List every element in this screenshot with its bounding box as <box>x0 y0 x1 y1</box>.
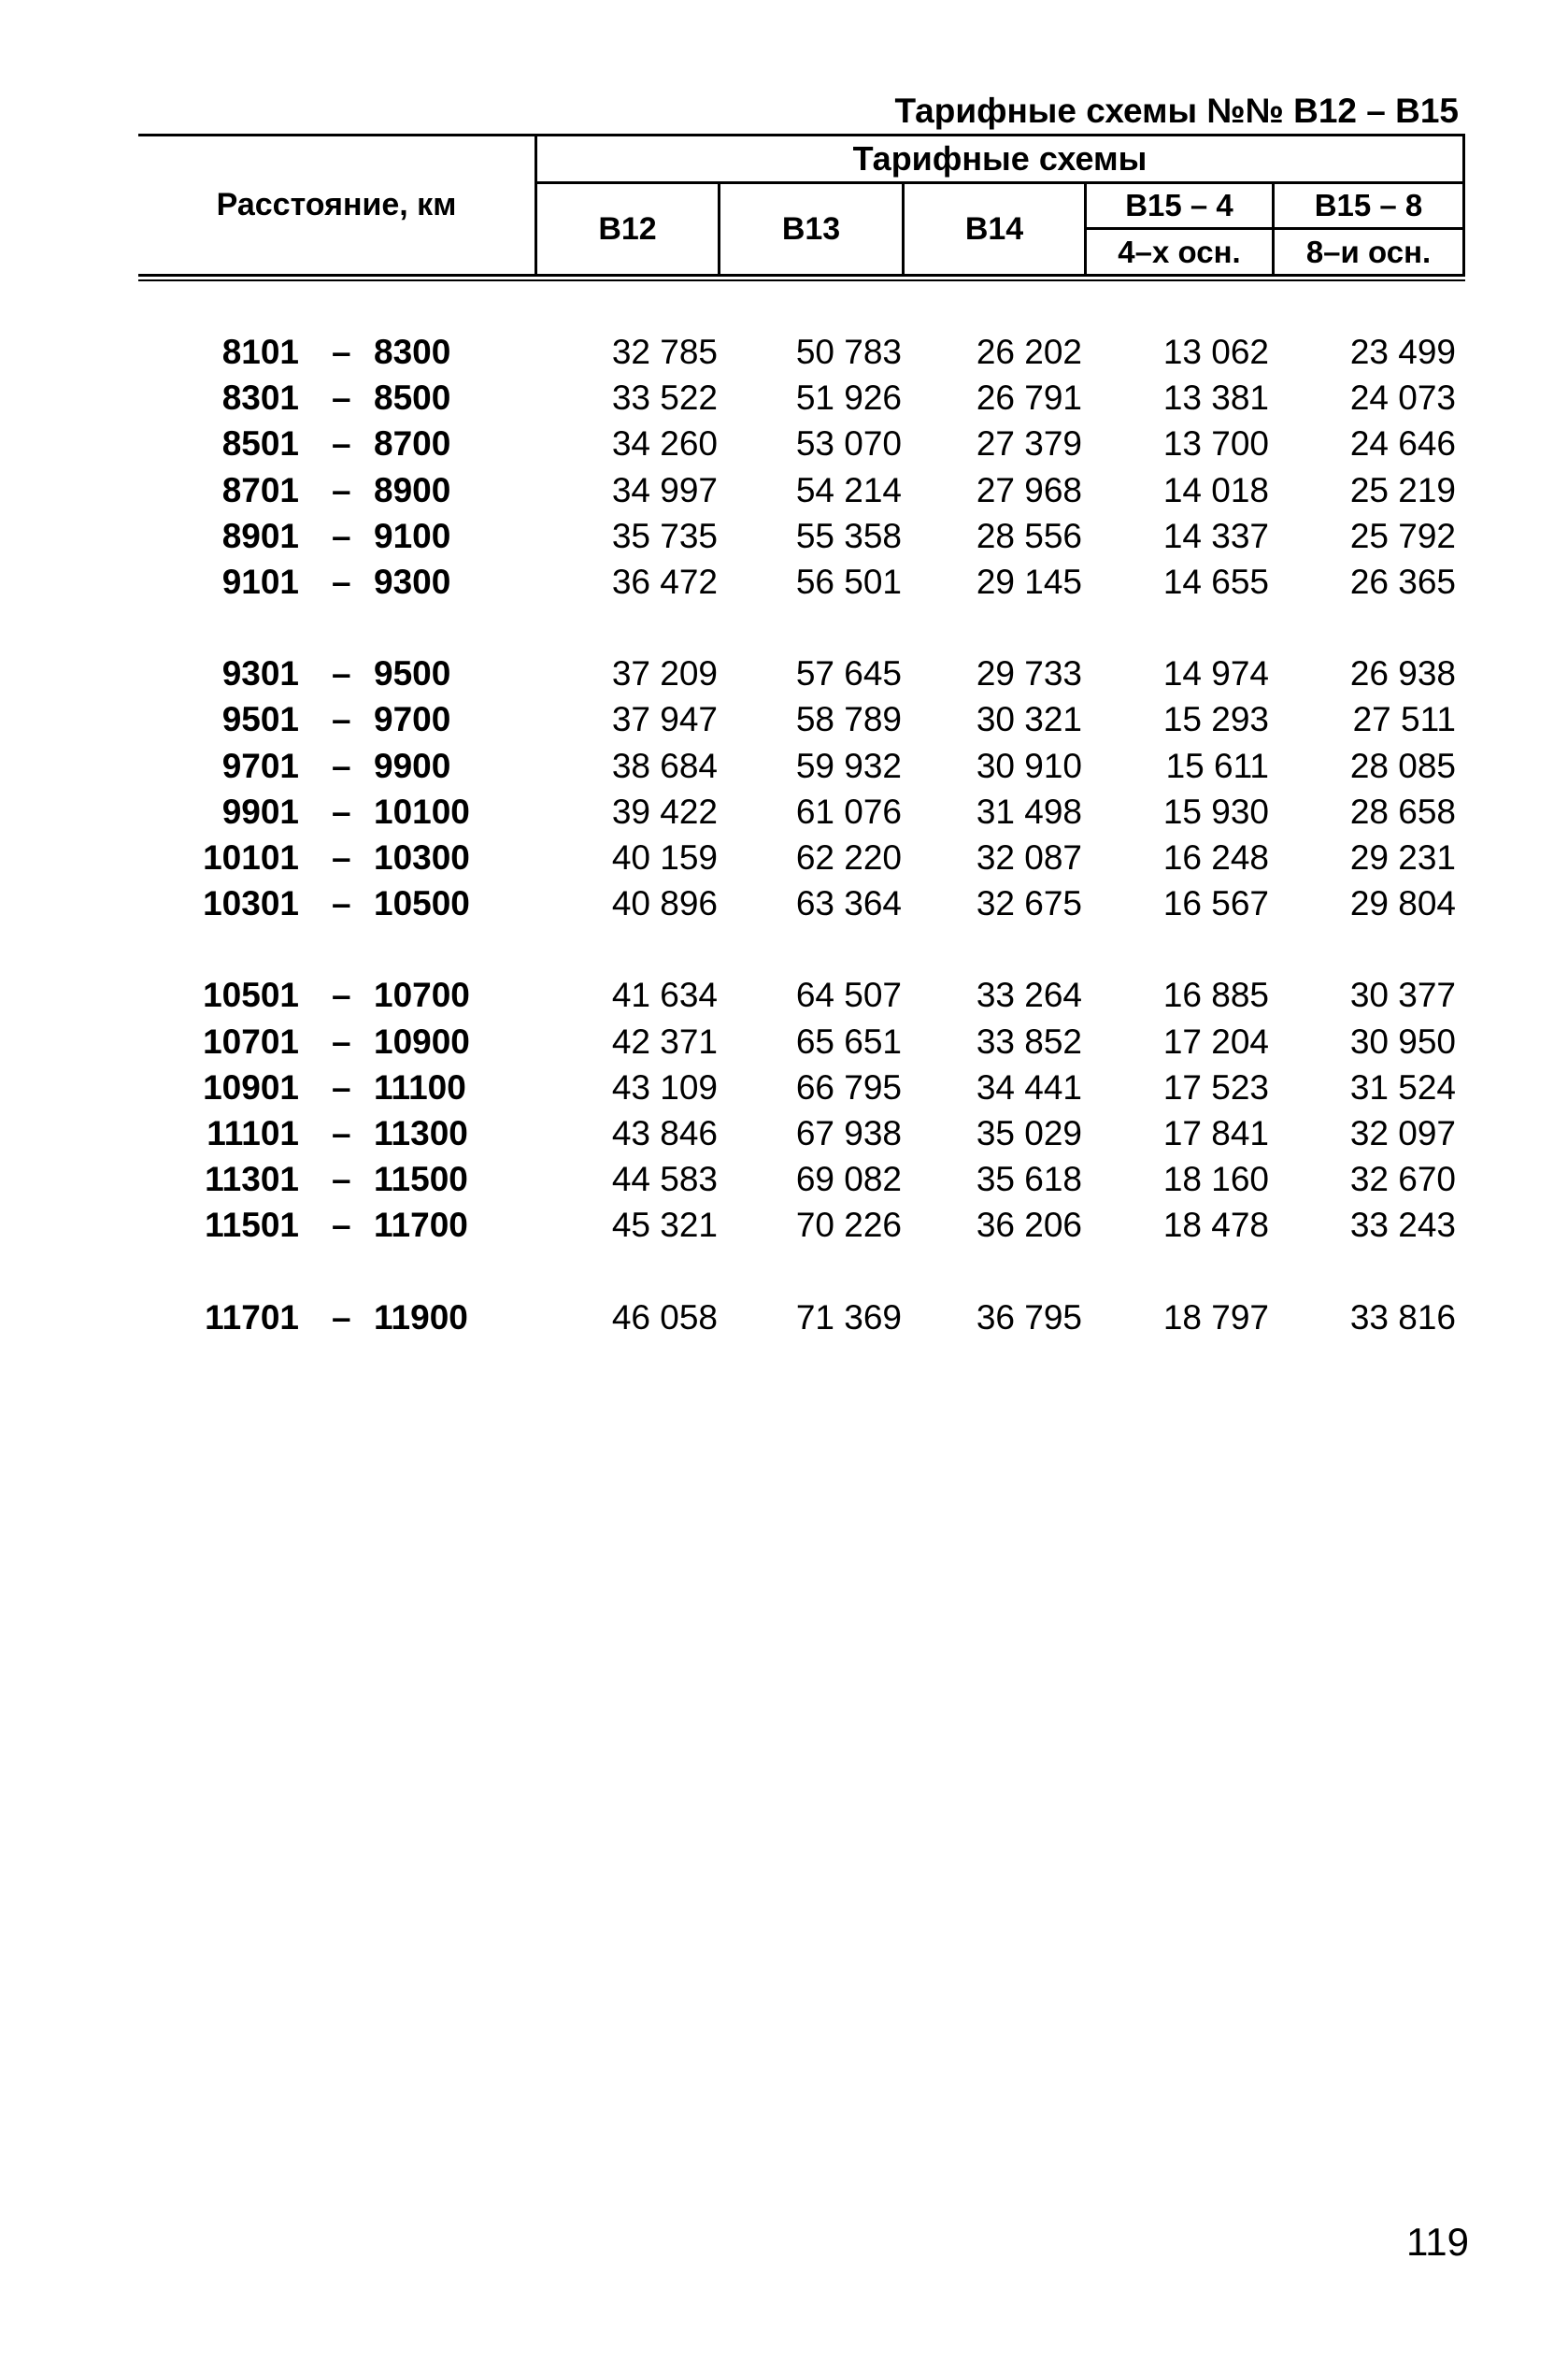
tariff-value: 24 646 <box>1349 424 1456 464</box>
tariff-value: 17 523 <box>1162 1067 1269 1107</box>
tariff-value: 31 498 <box>976 792 1082 831</box>
distance-from: 8901 <box>221 516 299 555</box>
tariff-value: 28 085 <box>1349 746 1456 785</box>
table-row <box>0 1019 1568 1065</box>
distance-to: 9700 <box>374 700 451 739</box>
range-dash: – <box>332 1114 351 1152</box>
distance-from: 10901 <box>203 1067 299 1107</box>
range-dash: – <box>332 1297 351 1337</box>
tariff-value: 15 611 <box>1165 746 1269 785</box>
tariff-value: 54 214 <box>795 470 902 509</box>
tariff-value: 70 226 <box>795 1206 902 1245</box>
table-row <box>0 880 1568 927</box>
tariff-value: 45 321 <box>611 1206 718 1245</box>
tariff-value: 55 358 <box>795 516 902 555</box>
distance-from: 9301 <box>221 654 299 694</box>
tariff-value: 44 583 <box>611 1160 718 1199</box>
range-dash: – <box>332 379 351 418</box>
tariff-value: 13 700 <box>1162 424 1269 464</box>
tariff-value: 53 070 <box>795 424 902 464</box>
tariff-value: 63 364 <box>795 884 902 923</box>
tariff-value: 31 524 <box>1349 1067 1456 1107</box>
tariff-value: 69 082 <box>795 1160 902 1199</box>
range-dash: – <box>332 700 351 739</box>
table-row <box>0 467 1568 514</box>
distance-from: 11301 <box>205 1160 299 1199</box>
tariff-value: 33 522 <box>611 379 718 418</box>
range-dash: – <box>332 424 351 464</box>
tariff-value: 18 478 <box>1162 1206 1269 1245</box>
distance-from: 9101 <box>221 563 299 601</box>
tariff-value: 18 797 <box>1162 1297 1269 1337</box>
distance-to: 10300 <box>374 838 470 877</box>
tariff-value: 51 926 <box>795 379 902 418</box>
distance-to: 11300 <box>374 1114 468 1152</box>
distance-to: 11700 <box>374 1206 468 1245</box>
tariff-value: 41 634 <box>611 976 718 1015</box>
tariff-value: 33 852 <box>976 1022 1082 1061</box>
header-bottom-rule <box>138 274 1465 277</box>
range-dash: – <box>332 563 351 601</box>
schemes-group-header: Тарифные схемы <box>852 139 1147 178</box>
tariff-value: 40 159 <box>611 838 718 877</box>
tariff-value: 36 472 <box>611 563 718 601</box>
tariff-value: 14 655 <box>1162 563 1269 601</box>
distance-from: 9501 <box>221 700 299 739</box>
tariff-value: 16 885 <box>1162 976 1269 1015</box>
b15-8-column-header: В15 – 8 <box>1314 188 1423 222</box>
tariff-value: 26 202 <box>976 333 1082 371</box>
tariff-value: 14 337 <box>1162 516 1269 555</box>
distance-from: 9701 <box>221 746 299 785</box>
tariff-value: 26 365 <box>1349 563 1456 601</box>
page-number: 119 <box>1406 2220 1469 2264</box>
table-row <box>0 1065 1568 1111</box>
table-row <box>0 972 1568 1019</box>
distance-to: 8900 <box>374 470 451 509</box>
tariff-value: 37 209 <box>611 654 718 694</box>
tariff-value: 17 841 <box>1162 1114 1269 1152</box>
distance-from: 10301 <box>203 884 299 923</box>
tariff-value: 15 930 <box>1162 792 1269 831</box>
distance-to: 10700 <box>374 976 470 1015</box>
tariff-value: 28 658 <box>1349 792 1456 831</box>
table-row <box>0 513 1568 560</box>
header-divider <box>1462 134 1465 276</box>
distance-to: 8300 <box>374 333 451 371</box>
tariff-value: 29 145 <box>976 563 1082 601</box>
distance-to: 10100 <box>374 792 470 831</box>
range-dash: – <box>332 792 351 831</box>
tariff-value: 67 938 <box>795 1114 902 1152</box>
table-row <box>0 421 1568 467</box>
header-bottom-rule-2 <box>138 279 1465 281</box>
tariff-value: 24 073 <box>1349 379 1456 418</box>
distance-to: 11500 <box>374 1160 468 1199</box>
range-dash: – <box>332 1022 351 1061</box>
tariff-value: 42 371 <box>611 1022 718 1061</box>
tariff-value: 28 556 <box>976 516 1082 555</box>
range-dash: – <box>332 1067 351 1107</box>
distance-from: 8501 <box>221 424 299 464</box>
table-row <box>0 329 1568 376</box>
b13-column-header: В13 <box>781 210 841 247</box>
b15-4-subheader: 4–х осн. <box>1118 234 1241 269</box>
tariff-value: 57 645 <box>795 654 902 694</box>
tariff-value: 71 369 <box>795 1297 902 1337</box>
table-row <box>0 696 1568 743</box>
b15-8-subheader: 8–и осн. <box>1305 234 1432 269</box>
distance-from: 8701 <box>221 470 299 509</box>
tariff-value: 29 231 <box>1349 838 1456 877</box>
tariff-value: 34 441 <box>976 1067 1082 1107</box>
distance-from: 11101 <box>207 1114 299 1152</box>
tariff-value: 32 087 <box>976 838 1082 877</box>
distance-from: 8101 <box>221 333 299 371</box>
tariff-value: 14 018 <box>1162 470 1269 509</box>
table-row <box>0 789 1568 836</box>
range-dash: – <box>332 884 351 923</box>
distance-to: 10900 <box>374 1022 470 1061</box>
distance-from: 10101 <box>203 838 299 877</box>
tariff-value: 14 974 <box>1162 654 1269 694</box>
range-dash: – <box>332 654 351 694</box>
distance-column-header: Расстояние, км <box>216 186 457 222</box>
range-dash: – <box>332 470 351 509</box>
range-dash: – <box>332 976 351 1015</box>
tariff-value: 30 321 <box>976 700 1082 739</box>
tariff-value: 13 062 <box>1162 333 1269 371</box>
tariff-value: 30 910 <box>976 746 1082 785</box>
distance-from: 11501 <box>205 1206 299 1245</box>
tariff-value: 50 783 <box>795 333 902 371</box>
tariff-value: 64 507 <box>795 976 902 1015</box>
tariff-value: 32 785 <box>611 333 718 371</box>
document-title: Тарифные схемы №№ В12 – В15 <box>894 92 1459 130</box>
range-dash: – <box>332 1206 351 1245</box>
b15-4-column-header: В15 – 4 <box>1125 188 1233 222</box>
tariff-value: 40 896 <box>611 884 718 923</box>
distance-to: 9100 <box>374 516 451 555</box>
tariff-value: 43 846 <box>611 1114 718 1152</box>
tariff-value: 18 160 <box>1162 1160 1269 1199</box>
tariff-value: 29 733 <box>976 654 1082 694</box>
tariff-value: 29 804 <box>1349 884 1456 923</box>
distance-to: 10500 <box>374 884 470 923</box>
table-row <box>0 1294 1568 1341</box>
tariff-value: 35 618 <box>976 1160 1082 1199</box>
tariff-value: 34 260 <box>611 424 718 464</box>
distance-to: 8700 <box>374 424 451 464</box>
tariff-value: 16 248 <box>1162 838 1269 877</box>
range-dash: – <box>332 746 351 785</box>
table-row <box>0 651 1568 697</box>
tariff-value: 16 567 <box>1162 884 1269 923</box>
distance-to: 8500 <box>374 379 451 418</box>
tariff-value: 25 219 <box>1349 470 1456 509</box>
tariff-value: 65 651 <box>795 1022 902 1061</box>
tariff-value: 32 097 <box>1349 1114 1456 1152</box>
tariff-value: 15 293 <box>1162 700 1269 739</box>
table-row <box>0 1202 1568 1249</box>
table-header <box>138 134 1465 281</box>
table-row <box>0 1156 1568 1203</box>
tariff-value: 58 789 <box>795 700 902 739</box>
tariff-value: 46 058 <box>611 1297 718 1337</box>
distance-from: 10501 <box>203 976 299 1015</box>
tariff-value: 27 379 <box>976 424 1082 464</box>
table-row <box>0 375 1568 422</box>
distance-from: 9901 <box>221 792 299 831</box>
table-row <box>0 743 1568 790</box>
table-row <box>0 559 1568 606</box>
tariff-value: 23 499 <box>1349 333 1456 371</box>
distance-to: 11900 <box>374 1297 468 1337</box>
tariff-value: 43 109 <box>611 1067 718 1107</box>
tariff-value: 56 501 <box>795 563 902 601</box>
tariff-value: 30 950 <box>1349 1022 1456 1061</box>
tariff-value: 17 204 <box>1162 1022 1269 1061</box>
range-dash: – <box>332 838 351 877</box>
distance-to: 11100 <box>374 1067 466 1107</box>
tariff-value: 30 377 <box>1349 976 1456 1015</box>
tariff-value: 39 422 <box>611 792 718 831</box>
table-row <box>0 835 1568 881</box>
table-row <box>0 1110 1568 1157</box>
b14-column-header: В14 <box>964 210 1024 247</box>
distance-to: 9300 <box>374 563 451 601</box>
tariff-value: 32 670 <box>1349 1160 1456 1199</box>
tariff-value: 33 816 <box>1349 1297 1456 1337</box>
range-dash: – <box>332 1160 351 1199</box>
distance-to: 9500 <box>374 654 451 694</box>
tariff-value: 26 791 <box>976 379 1082 418</box>
tariff-value: 32 675 <box>976 884 1082 923</box>
tariff-value: 33 243 <box>1349 1206 1456 1245</box>
tariff-value: 26 938 <box>1349 654 1456 694</box>
tariff-value: 34 997 <box>611 470 718 509</box>
tariff-value: 62 220 <box>795 838 902 877</box>
tariff-value: 61 076 <box>795 792 902 831</box>
b12-column-header: В12 <box>598 210 657 247</box>
tariff-value: 59 932 <box>795 746 902 785</box>
tariff-value: 35 029 <box>976 1114 1082 1152</box>
tariff-value: 38 684 <box>611 746 718 785</box>
tariff-value: 27 968 <box>976 470 1082 509</box>
distance-from: 10701 <box>203 1022 299 1061</box>
distance-to: 9900 <box>374 746 451 785</box>
range-dash: – <box>332 333 351 371</box>
tariff-value: 66 795 <box>795 1067 902 1107</box>
tariff-value: 13 381 <box>1162 379 1269 418</box>
tariff-value: 27 511 <box>1352 700 1456 739</box>
tariff-value: 36 206 <box>976 1206 1082 1245</box>
tariff-value: 37 947 <box>611 700 718 739</box>
tariff-value: 33 264 <box>976 976 1082 1015</box>
distance-from: 11701 <box>205 1297 299 1337</box>
distance-from: 8301 <box>221 379 299 418</box>
tariff-value: 25 792 <box>1349 516 1456 555</box>
tariff-value: 36 795 <box>976 1297 1082 1337</box>
tariff-value: 35 735 <box>611 516 718 555</box>
range-dash: – <box>332 516 351 555</box>
